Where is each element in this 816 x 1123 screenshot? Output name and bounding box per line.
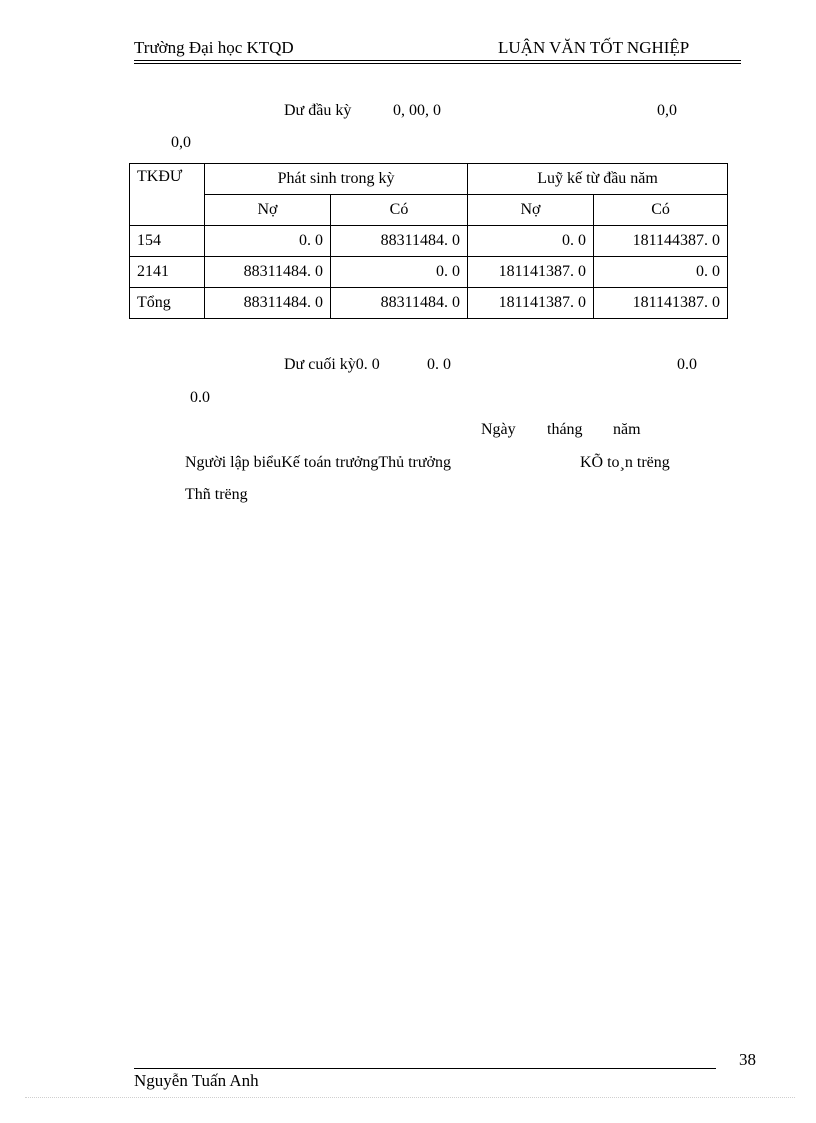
opening-balance-value-1: 0, 00, 0 [393, 102, 441, 119]
cell-period-credit: 88311484. 0 [331, 288, 468, 319]
table-subheader-row [130, 195, 728, 226]
table-row [130, 257, 728, 288]
cell-account: 2141 [130, 257, 205, 288]
opening-balance-value-3: 0,0 [171, 134, 191, 151]
cell-ytd-debit: 0. 0 [468, 226, 594, 257]
cell-ytd-debit: 181141387. 0 [468, 288, 594, 319]
header-school: Trường Đại học KTQD [134, 38, 294, 57]
opening-balance-label: Dư đầu kỳ [284, 102, 352, 119]
page-number: 38 [739, 1050, 756, 1069]
cell-ytd-debit: 181141387. 0 [468, 257, 594, 288]
group-period-header: Phát sinh trong kỳ [205, 164, 468, 195]
closing-balance-value-3: 0.0 [190, 389, 210, 406]
closing-balance-value-2: 0.0 [677, 356, 697, 373]
opening-balance-value-2: 0,0 [657, 102, 677, 119]
page-edge-dotted-line [25, 1097, 795, 1098]
group-ytd-header: Luỹ kế từ đầu năm [468, 164, 728, 195]
signature-garbled-2: Thñ trëng [185, 486, 248, 503]
header-title: LUẬN VĂN TỐT NGHIỆP [498, 38, 690, 57]
period-credit-header: Có [331, 195, 468, 226]
col-account-header: TKĐƯ [130, 164, 205, 226]
ytd-debit-header: Nợ [468, 195, 594, 226]
table-row [130, 226, 728, 257]
cell-ytd-credit: 181144387. 0 [594, 226, 728, 257]
signature-garbled-1: KÕ to¸n trëng [580, 454, 670, 471]
header-rule [134, 60, 741, 61]
period-debit-header: Nợ [205, 195, 331, 226]
cell-period-credit: 88311484. 0 [331, 226, 468, 257]
cell-account: Tổng [130, 288, 205, 319]
signature-line: Người lập biểuKế toán trưởngThủ trưởng [185, 454, 452, 471]
date-month: tháng [547, 421, 583, 438]
footer-author: Nguyễn Tuấn Anh [134, 1071, 259, 1090]
table-total-row [130, 288, 728, 319]
closing-balance-label: Dư cuối kỳ0. 0 [284, 356, 380, 373]
cell-ytd-credit: 181141387. 0 [594, 288, 728, 319]
cell-account: 154 [130, 226, 205, 257]
cell-period-debit: 88311484. 0 [205, 288, 331, 319]
date-day: Ngày [481, 421, 516, 438]
date-year: năm [613, 421, 641, 438]
cell-ytd-credit: 0. 0 [594, 257, 728, 288]
ytd-credit-header: Có [594, 195, 728, 226]
header-rule-double [134, 63, 741, 64]
footer-rule [134, 1068, 716, 1069]
table-header-row [130, 164, 728, 195]
ledger-table [129, 163, 728, 319]
cell-period-debit: 0. 0 [205, 226, 331, 257]
cell-period-credit: 0. 0 [331, 257, 468, 288]
cell-period-debit: 88311484. 0 [205, 257, 331, 288]
closing-balance-value-1: 0. 0 [427, 356, 451, 373]
